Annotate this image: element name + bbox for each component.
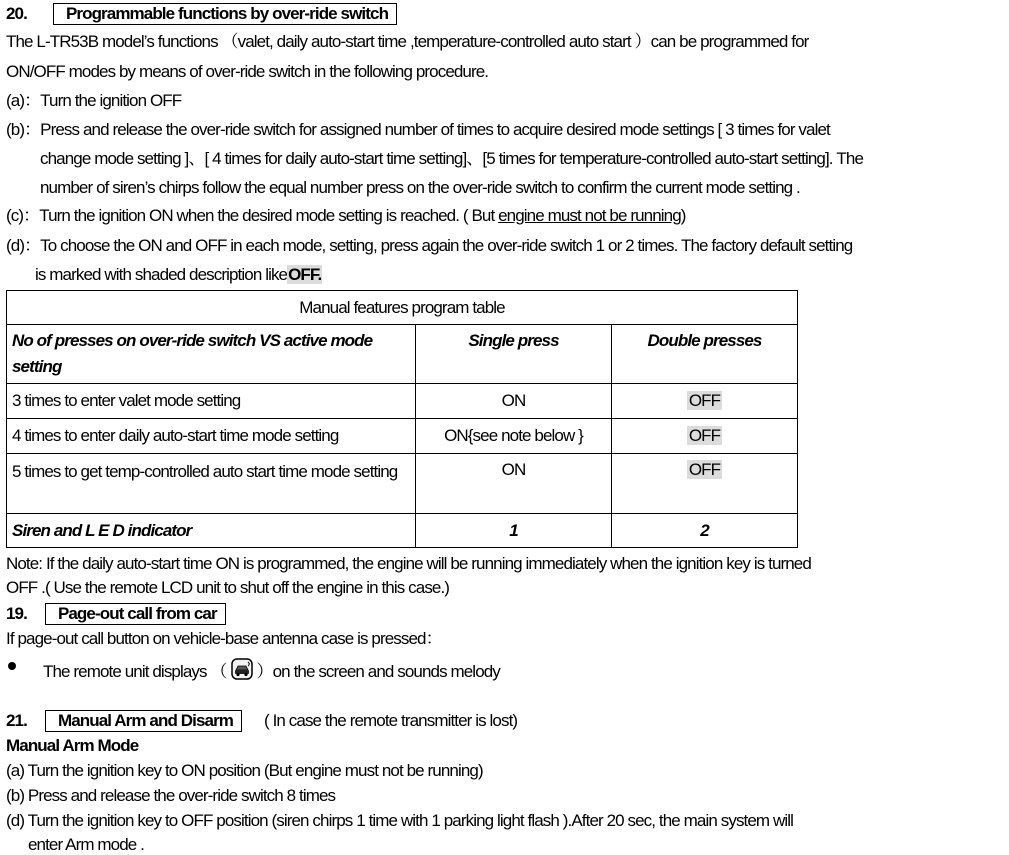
- row-double-shaded: OFF: [688, 391, 721, 410]
- footer-label: Siren and L E D indicator: [7, 514, 416, 548]
- footer-double: 2: [612, 514, 798, 548]
- step-b-line-2: change mode setting ]、[ 4 times for daily auto-start time setting]、[5 times for temperature-controlled auto-start setting]. The: [40, 149, 864, 168]
- row-double-shaded: OFF: [688, 460, 721, 479]
- table-row: [7, 454, 798, 514]
- section-19-heading: [6, 603, 226, 625]
- section-20-heading: [6, 3, 397, 25]
- table-row: [7, 419, 798, 454]
- step-a: (a)：Turn the ignition OFF: [6, 91, 182, 110]
- section-19-number: 19.: [6, 604, 27, 623]
- step-c-underlined: engine must not be running: [498, 206, 681, 225]
- step-c-close: ): [680, 206, 686, 225]
- arm-step-b: (b) Press and release the over-ride switch 8 times: [6, 786, 336, 805]
- section-19-bullet: [43, 657, 500, 682]
- table-title: Manual features program table: [7, 291, 798, 325]
- section-21-note: ( In case the remote transmitter is lost): [264, 711, 518, 730]
- step-c: [6, 206, 686, 226]
- table-footer-row: [7, 514, 798, 548]
- section-19-title: Page-out call from car: [45, 603, 226, 625]
- manual-arm-mode-heading: Manual Arm Mode: [6, 736, 139, 755]
- arm-step-d-line-1: (d) Turn the ignition key to OFF position (siren chirps 1 time with 1 parking light flash ).After 20 sec, the main system will: [6, 811, 794, 830]
- step-d-line-1: (d)：To choose the ON and OFF in each mode, setting, press again the over-ride switch 1 or 2 times. The factory default setting: [6, 236, 853, 255]
- step-b-line-1: (b)：Press and release the over-ride switch for assigned number of times to acquire desired mode settings [ 3 times for valet: [6, 120, 830, 139]
- step-d-line-2: [35, 265, 322, 285]
- table-row: [7, 384, 798, 419]
- section-19-line-1: If page-out call button on vehicle-base antenna case is pressed：: [6, 629, 442, 648]
- step-b-line-3: number of siren’s chirps follow the equal number press on the over-ride switch to confirm the current mode setting .: [40, 178, 800, 197]
- bullet-text-post: ）on the screen and sounds melody: [256, 662, 500, 681]
- shaded-example: OFF.: [288, 265, 322, 284]
- note-line-2: OFF .( Use the remote LCD unit to shut off the engine in this case.): [6, 578, 450, 597]
- table-header-single: Single press: [416, 325, 612, 384]
- section-20-intro-line-2: ON/OFF modes by means of over-ride switch in the following procedure.: [6, 62, 489, 81]
- bullet-text-pre: The remote unit displays （: [43, 662, 227, 681]
- section-20-title: Programmable functions by over-ride switch: [53, 3, 397, 25]
- row-label: 3 times to enter valet mode setting: [7, 384, 416, 419]
- row-single: ON{see note below }: [416, 419, 612, 454]
- row-single: ON: [416, 384, 612, 419]
- row-double-shaded: OFF: [688, 426, 721, 445]
- table-header-presses: No of presses on over-ride switch VS active mode setting: [7, 325, 416, 384]
- arm-step-a: (a) Turn the ignition key to ON position (But engine must not be running): [6, 761, 483, 780]
- row-label: 4 times to enter daily auto-start time mode setting: [7, 419, 416, 454]
- arm-step-d-line-2: enter Arm mode .: [28, 835, 144, 854]
- footer-single: 1: [416, 514, 612, 548]
- section-21-title: Manual Arm and Disarm: [45, 710, 242, 732]
- step-c-text: (c)：Turn the ignition ON when the desired mode setting is reached. ( But: [6, 206, 499, 225]
- table-header-double: Double presses: [612, 325, 798, 384]
- section-20-intro-line-1: The L-TR53B model’s functions （valet, daily auto-start time ,temperature-controlled auto start ）can be programmed for: [6, 32, 809, 51]
- note-line-1: Note: If the daily auto-start time ON is programmed, the engine will be running immediately when the ignition key is turned: [6, 554, 811, 573]
- row-label: 5 times to get temp-controlled auto start time mode setting: [7, 454, 416, 514]
- bullet-dot: [8, 662, 16, 670]
- section-21-number: 21.: [6, 711, 27, 730]
- section-20-number: 20.: [6, 4, 27, 23]
- program-table: [6, 290, 798, 548]
- row-single: ON: [416, 454, 612, 514]
- section-21-heading: [6, 710, 517, 732]
- step-d-text: is marked with shaded description like: [35, 265, 288, 284]
- car-call-icon: [230, 657, 254, 681]
